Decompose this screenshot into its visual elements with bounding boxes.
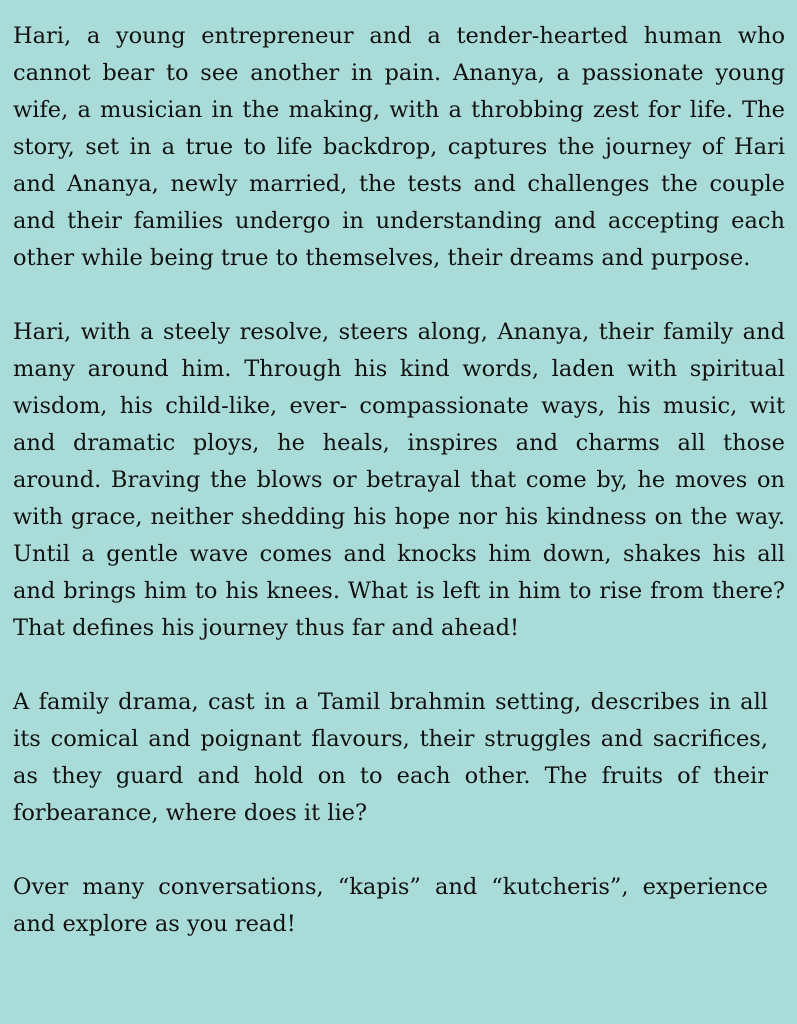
book-blurb [13, 18, 785, 980]
blurb-paragraph-2: Hari, with a steely resolve, steers along, Ananya, their family and many around him. Through his kind words, laden with spiritual wisdom, his child-like, ever- compassionate ways, his music, wit and dramatic ploys, he heals, inspires and charms all those around. Braving the blows or betrayal that come by, he moves on with grace, neither shedding his hope nor his kindness on the way. Until a gentle wave comes and knocks him down, shakes his all and brings him to his knees. What is left in him to rise from there? That defines his journey thus far and ahead! [13, 319, 785, 641]
blurb-paragraph-1: Hari, a young entrepreneur and a tender-hearted human who cannot bear to see another in pain. Ananya, a passionate young wife, a musician in the making, with a throbbing zest for life. The story, set in a true to life backdrop, captures the journey of Hari and Ananya, newly married, the tests and challenges the couple and their families undergo in understanding and accepting each other while being true to themselves, their dreams and purpose. [13, 23, 785, 271]
blurb-paragraph-4: Over many conversations, “kapis” and “kutcheris”, experience and explore as you read! [13, 874, 768, 937]
blurb-paragraph-3: A family drama, cast in a Tamil brahmin setting, describes in all its comical and poignant flavours, their struggles and sacrifices, as they guard and hold on to each other. The fruits of their forbearance, where does it lie? [13, 689, 768, 826]
